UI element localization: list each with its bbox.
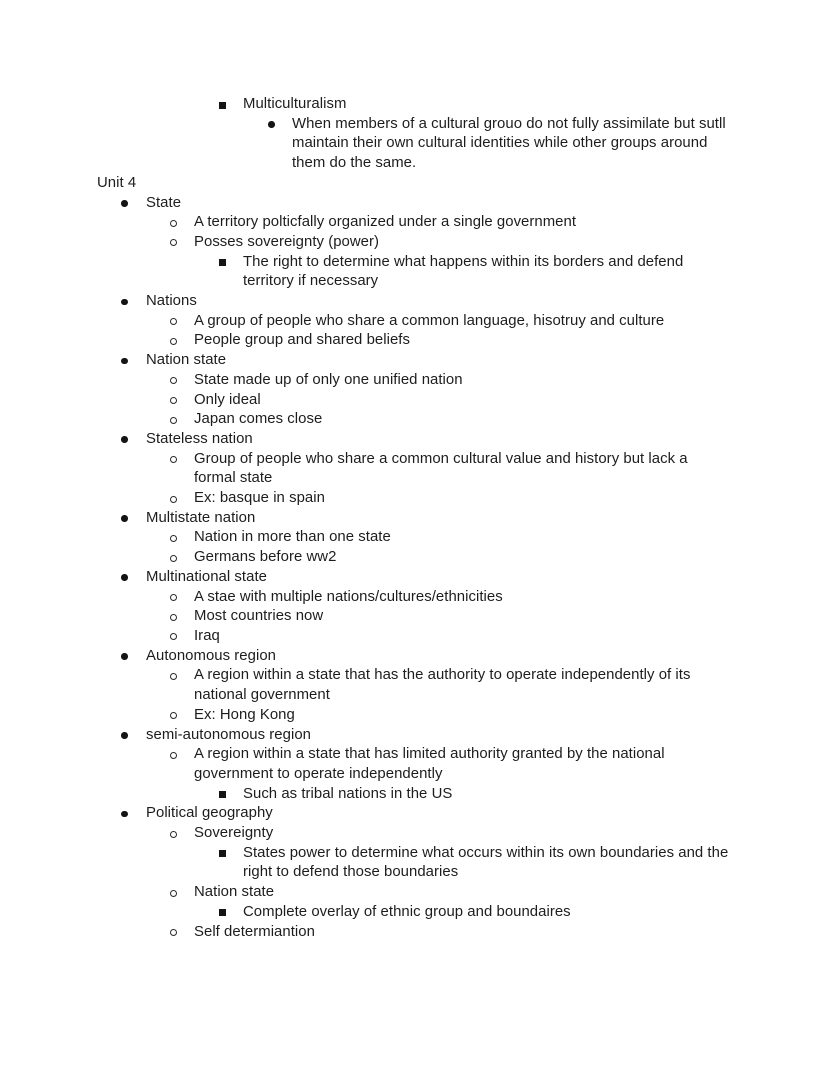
list-item bbox=[0, 666, 828, 705]
doc-body bbox=[0, 95, 828, 942]
circle-bullet-icon bbox=[170, 456, 177, 463]
list-item-text: semi-autonomous region bbox=[146, 726, 311, 743]
circle-bullet-icon bbox=[170, 614, 177, 621]
list-item bbox=[0, 95, 828, 115]
list-item bbox=[0, 726, 828, 746]
list-item-text: Multiculturalism bbox=[243, 96, 347, 112]
list-item bbox=[0, 312, 828, 332]
list-item-text: A territory polticfally organized under a single government bbox=[194, 214, 577, 231]
list-item bbox=[0, 489, 828, 509]
list-item-text: Multinational state bbox=[146, 568, 267, 585]
disc-bullet-icon bbox=[121, 811, 128, 818]
list-item-text: Political geography bbox=[146, 805, 273, 822]
list-item-text: Nation state bbox=[194, 884, 275, 901]
circle-bullet-icon bbox=[170, 496, 177, 503]
square-bullet-icon bbox=[219, 102, 226, 109]
circle-bullet-icon bbox=[170, 318, 177, 325]
list-item bbox=[0, 607, 828, 627]
list-item-text: Ex: basque in spain bbox=[194, 490, 325, 507]
circle-bullet-icon bbox=[170, 535, 177, 542]
list-item-text: Nations bbox=[146, 293, 197, 310]
disc-bullet-icon bbox=[121, 574, 128, 581]
list-item-text: Multistate nation bbox=[146, 509, 256, 526]
list-item-text: Sovereignty bbox=[194, 825, 274, 842]
list-item-text: When members of a cultural grouo do not fully assimilate but sutll maintain their own cultural identities while other groups around them do the same. bbox=[292, 115, 726, 172]
paragraph bbox=[0, 174, 828, 194]
circle-bullet-icon bbox=[170, 220, 177, 227]
list-item-text: A region within a state that has limited authority granted by the national government to operate independently bbox=[194, 746, 665, 782]
disc-bullet-icon bbox=[268, 121, 275, 128]
list-item-text: Such as tribal nations in the US bbox=[243, 785, 453, 802]
list-item bbox=[0, 331, 828, 351]
list-item bbox=[0, 804, 828, 824]
list-item-text: Unit 4 bbox=[97, 174, 137, 191]
disc-bullet-icon bbox=[121, 299, 128, 306]
list-item bbox=[0, 548, 828, 568]
list-item bbox=[0, 351, 828, 371]
list-item bbox=[0, 923, 828, 943]
list-item-text: Self determiantion bbox=[194, 923, 315, 940]
list-item-text: Group of people who share a common cultural value and history but lack a formal state bbox=[194, 450, 688, 487]
list-item-text: State bbox=[146, 194, 182, 211]
list-item bbox=[0, 391, 828, 411]
disc-bullet-icon bbox=[121, 200, 128, 207]
circle-bullet-icon bbox=[170, 712, 177, 719]
list-item-text: Nation state bbox=[146, 352, 227, 369]
list-item-text: Japan comes close bbox=[194, 411, 323, 428]
disc-bullet-icon bbox=[121, 515, 128, 522]
circle-bullet-icon bbox=[170, 890, 177, 897]
list-item bbox=[0, 194, 828, 214]
list-item-text: Most countries now bbox=[194, 608, 324, 625]
list-item bbox=[0, 213, 828, 233]
square-bullet-icon bbox=[219, 791, 226, 798]
list-item-text: Iraq bbox=[194, 627, 220, 644]
circle-bullet-icon bbox=[170, 633, 177, 640]
circle-bullet-icon bbox=[170, 417, 177, 424]
list-item-text: Autonomous region bbox=[146, 647, 276, 664]
list-item bbox=[0, 450, 828, 489]
circle-bullet-icon bbox=[170, 377, 177, 384]
circle-bullet-icon bbox=[170, 929, 177, 936]
circle-bullet-icon bbox=[170, 831, 177, 838]
list-item-text: Germans before ww2 bbox=[194, 549, 337, 566]
list-item bbox=[0, 745, 828, 784]
list-item bbox=[0, 371, 828, 391]
list-item bbox=[0, 588, 828, 608]
list-item-text: Nation in more than one state bbox=[194, 529, 391, 546]
circle-bullet-icon bbox=[170, 397, 177, 404]
square-bullet-icon bbox=[219, 850, 226, 857]
list-item-text: States power to determine what occurs within its own boundaries and the right to defend those boundaries bbox=[243, 844, 729, 881]
circle-bullet-icon bbox=[170, 752, 177, 759]
list-item-text: Posses sovereignty (power) bbox=[194, 233, 380, 250]
list-item-text: Stateless nation bbox=[146, 430, 253, 447]
disc-bullet-icon bbox=[121, 358, 128, 365]
disc-bullet-icon bbox=[121, 436, 128, 443]
list-item bbox=[0, 844, 828, 883]
list-item bbox=[0, 785, 828, 805]
list-item bbox=[0, 430, 828, 450]
list-item-text: Ex: Hong Kong bbox=[194, 706, 295, 723]
circle-bullet-icon bbox=[170, 239, 177, 246]
list-item bbox=[0, 647, 828, 667]
list-item-text: People group and shared beliefs bbox=[194, 332, 410, 349]
circle-bullet-icon bbox=[170, 594, 177, 601]
circle-bullet-icon bbox=[170, 338, 177, 345]
circle-bullet-icon bbox=[170, 555, 177, 562]
list-item bbox=[0, 903, 828, 923]
list-item-text: A stae with multiple nations/cultures/ethnicities bbox=[194, 588, 503, 605]
list-item-text: State made up of only one unified nation bbox=[194, 371, 463, 388]
list-item bbox=[0, 568, 828, 588]
list-item-text: Only ideal bbox=[194, 391, 261, 408]
circle-bullet-icon bbox=[170, 673, 177, 680]
list-item bbox=[0, 253, 828, 292]
list-item-text: A group of people who share a common language, hisotruy and culture bbox=[194, 312, 665, 329]
list-item-text: Complete overlay of ethnic group and boundaires bbox=[243, 903, 571, 920]
square-bullet-icon bbox=[219, 909, 226, 916]
list-item bbox=[0, 509, 828, 529]
list-item bbox=[0, 233, 828, 253]
disc-bullet-icon bbox=[121, 653, 128, 660]
square-bullet-icon bbox=[219, 259, 226, 266]
list-item bbox=[0, 706, 828, 726]
list-item bbox=[0, 883, 828, 903]
list-item bbox=[0, 528, 828, 548]
list-item bbox=[0, 410, 828, 430]
list-item-text: A region within a state that has the authority to operate independently of its national government bbox=[194, 667, 691, 704]
list-item bbox=[0, 627, 828, 647]
list-item bbox=[0, 115, 828, 174]
list-item bbox=[0, 292, 828, 312]
list-item bbox=[0, 824, 828, 844]
disc-bullet-icon bbox=[121, 732, 128, 739]
list-item-text: The right to determine what happens within its borders and defend territory if necessary bbox=[243, 253, 684, 290]
